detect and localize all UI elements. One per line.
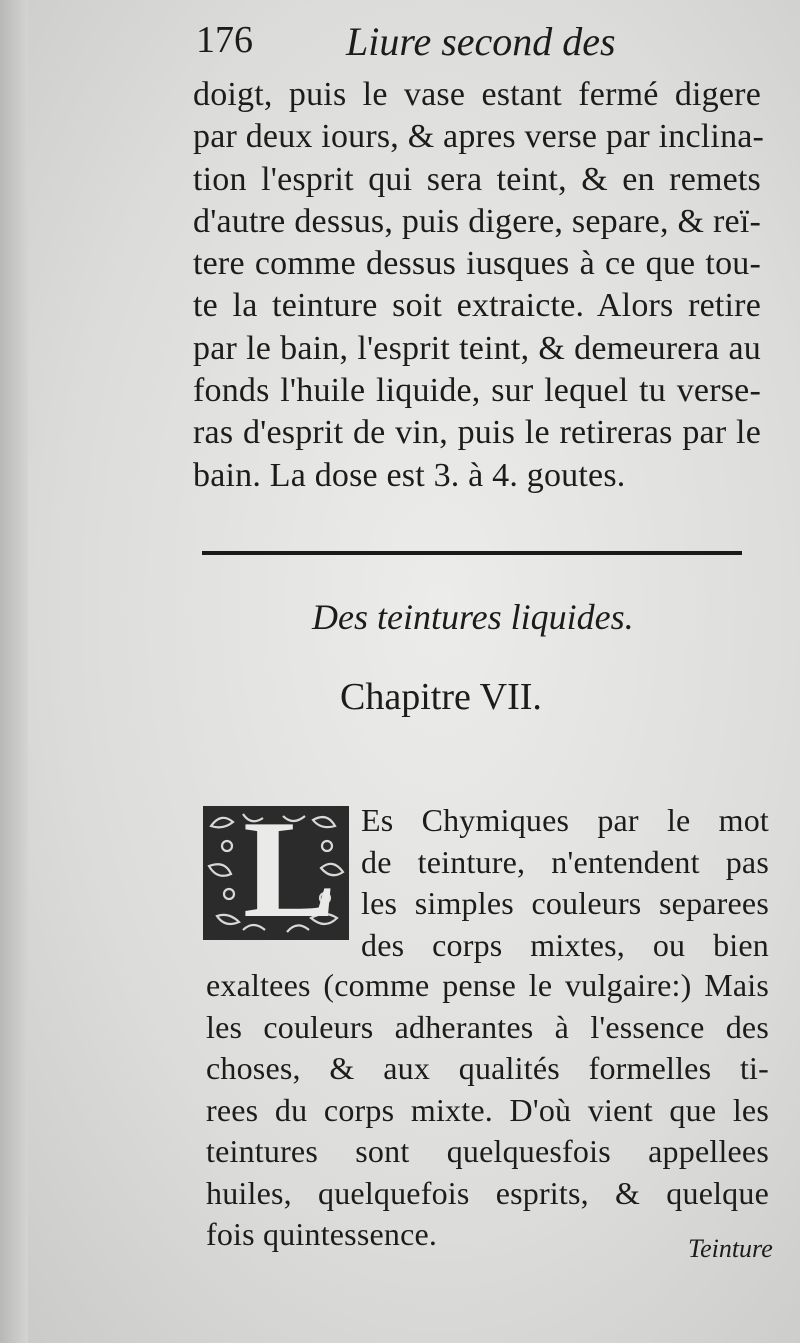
- chapter-title: Chapitre VII.: [340, 676, 542, 718]
- catchword: Teinture: [688, 1234, 773, 1263]
- page-number: 176: [196, 19, 253, 61]
- text-line: tere comme dessus iusques à ce que tou-: [193, 245, 761, 283]
- text-line: Es Chymiques par le mot: [361, 802, 769, 838]
- text-line: ras d'esprit de vin, puis le retireras par le: [193, 414, 761, 452]
- text-line-last: fois quintessence.: [206, 1216, 438, 1252]
- text-line: huiles, quelquefois esprits, & quelque: [206, 1174, 769, 1211]
- section-title: Des teintures liquides.: [312, 597, 634, 637]
- text-line: par deux iours, & apres verse par inclina-: [193, 118, 765, 156]
- text-line: des corps mixtes, ou bien: [361, 926, 769, 963]
- text-line: choses, & aux qualités formelles ti-: [206, 1050, 769, 1086]
- text-line-last: bain. La dose est 3. à 4. goutes.: [193, 456, 626, 494]
- text-line: de teinture, n'entendent pas: [361, 843, 769, 880]
- text-line: fonds l'huile liquide, sur lequel tu verse-: [193, 372, 761, 410]
- text-line: doigt, puis le vase estant fermé digere: [193, 76, 761, 113]
- initial-letter: L: [243, 792, 337, 947]
- upper-paragraph: [193, 74, 765, 497]
- text-line: rees du corps mixte. D'où vient que les: [206, 1091, 769, 1128]
- page-header: [196, 18, 716, 78]
- text-line: tion l'esprit qui sera teint, & en remets: [193, 160, 761, 198]
- text-line: les simples couleurs separees: [361, 885, 769, 921]
- decorated-initial: [203, 792, 349, 947]
- text-line: exaltees (comme pense le vulgaire:) Mais: [206, 967, 769, 1003]
- text-line: par le bain, l'esprit teint, & demeurera au: [193, 329, 761, 367]
- page-gutter: [0, 0, 28, 1343]
- body-full-lines: [206, 965, 769, 1256]
- text-line: d'autre dessus, puis digere, separe, & reï-: [193, 202, 761, 240]
- text-line: les couleurs adherantes à l'essence des: [206, 1008, 769, 1045]
- running-title: Liure second des: [346, 19, 616, 64]
- text-line: te la teinture soit extraicte. Alors retire: [193, 287, 761, 325]
- body-indented-lines: [361, 800, 769, 966]
- text-line: teintures sont quelquesfois appellees: [206, 1133, 769, 1169]
- section-rule: [202, 551, 742, 555]
